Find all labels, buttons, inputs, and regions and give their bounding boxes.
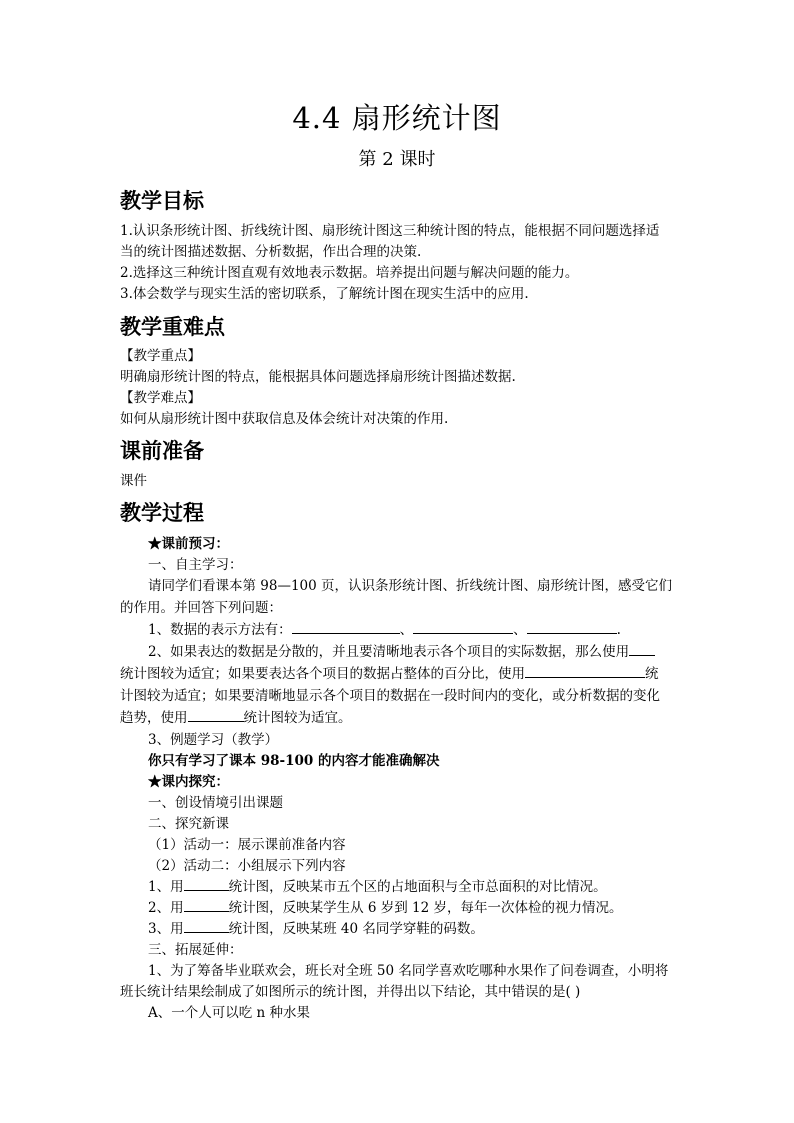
- question-1-prefix: 1、数据的表示方法有：: [148, 622, 292, 638]
- question-2-line1: [148, 641, 708, 663]
- answer-blank[interactable]: [292, 619, 400, 634]
- question-1: [148, 619, 708, 641]
- answer-blank[interactable]: [188, 707, 244, 722]
- self-study-label: 一、自主学习：: [148, 557, 243, 573]
- explore-label: ★课内探究：: [148, 774, 229, 790]
- separator: 、: [399, 622, 414, 638]
- question-3: 3、例题学习（教学）: [148, 732, 279, 748]
- answer-blank[interactable]: [525, 663, 645, 678]
- new-lesson-step: 二、探究新课: [148, 816, 229, 832]
- goals-heading: 教学目标: [120, 188, 204, 213]
- end-mark: .: [616, 622, 621, 638]
- question-2-line4: [120, 707, 680, 729]
- option-a: A、一个人可以吃 n 种水果: [148, 1005, 311, 1021]
- intro-step: 一、创设情境引出课题: [148, 795, 283, 811]
- key-label: 【教学重点】: [120, 348, 201, 364]
- answer-blank[interactable]: [184, 876, 229, 891]
- process-heading: 教学过程: [120, 500, 204, 525]
- extend-step: 三、拓展延伸：: [148, 942, 243, 958]
- preview-label: ★课前预习：: [148, 536, 229, 552]
- exercise-2: [148, 897, 708, 919]
- activity-2: （2）活动二：小组展示下列内容: [148, 858, 346, 874]
- answer-blank[interactable]: [413, 619, 513, 634]
- page-subtitle: 第 2 课时: [358, 149, 436, 170]
- answer-blank[interactable]: [527, 619, 617, 634]
- exercise-text: 统计图，反映某市五个区的占地面积与全市总面积的对比情况。: [228, 879, 607, 895]
- separator: 、: [513, 622, 527, 638]
- keypoints-heading: 教学重难点: [120, 314, 225, 339]
- preview-paragraph-line1: 请同学们看课本第 98—100 页，认识条形统计图、折线统计图、扇形统计图，感受它们: [148, 578, 673, 594]
- bold-note: 你只有学习了课本 98-100 的内容才能准确解决: [148, 753, 440, 769]
- question-2-text: 统计图较为适宜；如果要表达各个项目的数据占整体的百分比，使用: [120, 666, 525, 682]
- exercise-prefix: 3、用: [148, 921, 184, 937]
- difficult-label: 【教学难点】: [120, 390, 201, 406]
- question-2-text: 统: [645, 666, 659, 682]
- answer-blank[interactable]: [629, 641, 655, 656]
- exercise-prefix: 2、用: [148, 900, 184, 916]
- page-title: 4.4 扇形统计图: [292, 101, 502, 135]
- prep-heading: 课前准备: [120, 438, 204, 463]
- goal-line: 1.认识条形统计图、折线统计图、扇形统计图这三种统计图的特点，能根据不同问题选择适: [120, 223, 660, 239]
- activity-1: （1）活动一：展示课前准备内容: [148, 837, 346, 853]
- exercise-3: [148, 918, 708, 940]
- preview-paragraph-line2: 的作用。并回答下列问题：: [120, 600, 282, 616]
- exercise-text: 统计图，反映某学生从 6 岁到 12 岁，每年一次体检的视力情况。: [228, 900, 623, 916]
- goal-line: 3.体会数学与现实生活的密切联系，了解统计图在现实生活中的应用.: [120, 286, 529, 302]
- question-2-text: 统计图较为适宜。: [243, 710, 352, 726]
- exercise-prefix: 1、用: [148, 879, 184, 895]
- exercise-text: 统计图，反映某班 40 名同学穿鞋的码数。: [228, 921, 484, 937]
- difficult-text: 如何从扇形统计图中获取信息及体会统计对决策的作用.: [120, 411, 449, 427]
- exercise-1: [148, 876, 708, 898]
- goal-line: 当的统计图描述数据、分析数据，作出合理的决策.: [120, 244, 422, 260]
- extend-question-line2: 班长统计结果绘制成了如图所示的统计图，并得出以下结论，其中错误的是( ): [120, 984, 581, 1000]
- question-2-line2: [120, 663, 680, 685]
- question-2-line3: 计图较为适宜；如果要清晰地显示各个项目的数据在一段时间内的变化，或分析数据的变化: [120, 688, 660, 704]
- prep-text: 课件: [120, 473, 147, 489]
- extend-question-line1: 1、为了筹备毕业联欢会，班长对全班 50 名同学喜欢吃哪种水果作了问卷调查，小明将: [148, 963, 669, 979]
- answer-blank[interactable]: [184, 897, 229, 912]
- question-2-text: 2、如果表达的数据是分散的，并且要清晰地表示各个项目的实际数据，那么使用: [148, 644, 630, 660]
- answer-blank[interactable]: [184, 918, 229, 933]
- key-text: 明确扇形统计图的特点，能根据具体问题选择扇形统计图描述数据.: [120, 369, 516, 385]
- question-2-text: 趋势，使用: [120, 710, 188, 726]
- goal-line: 2.选择这三种统计图直观有效地表示数据。培养提出问题与解决问题的能力。: [120, 265, 579, 281]
